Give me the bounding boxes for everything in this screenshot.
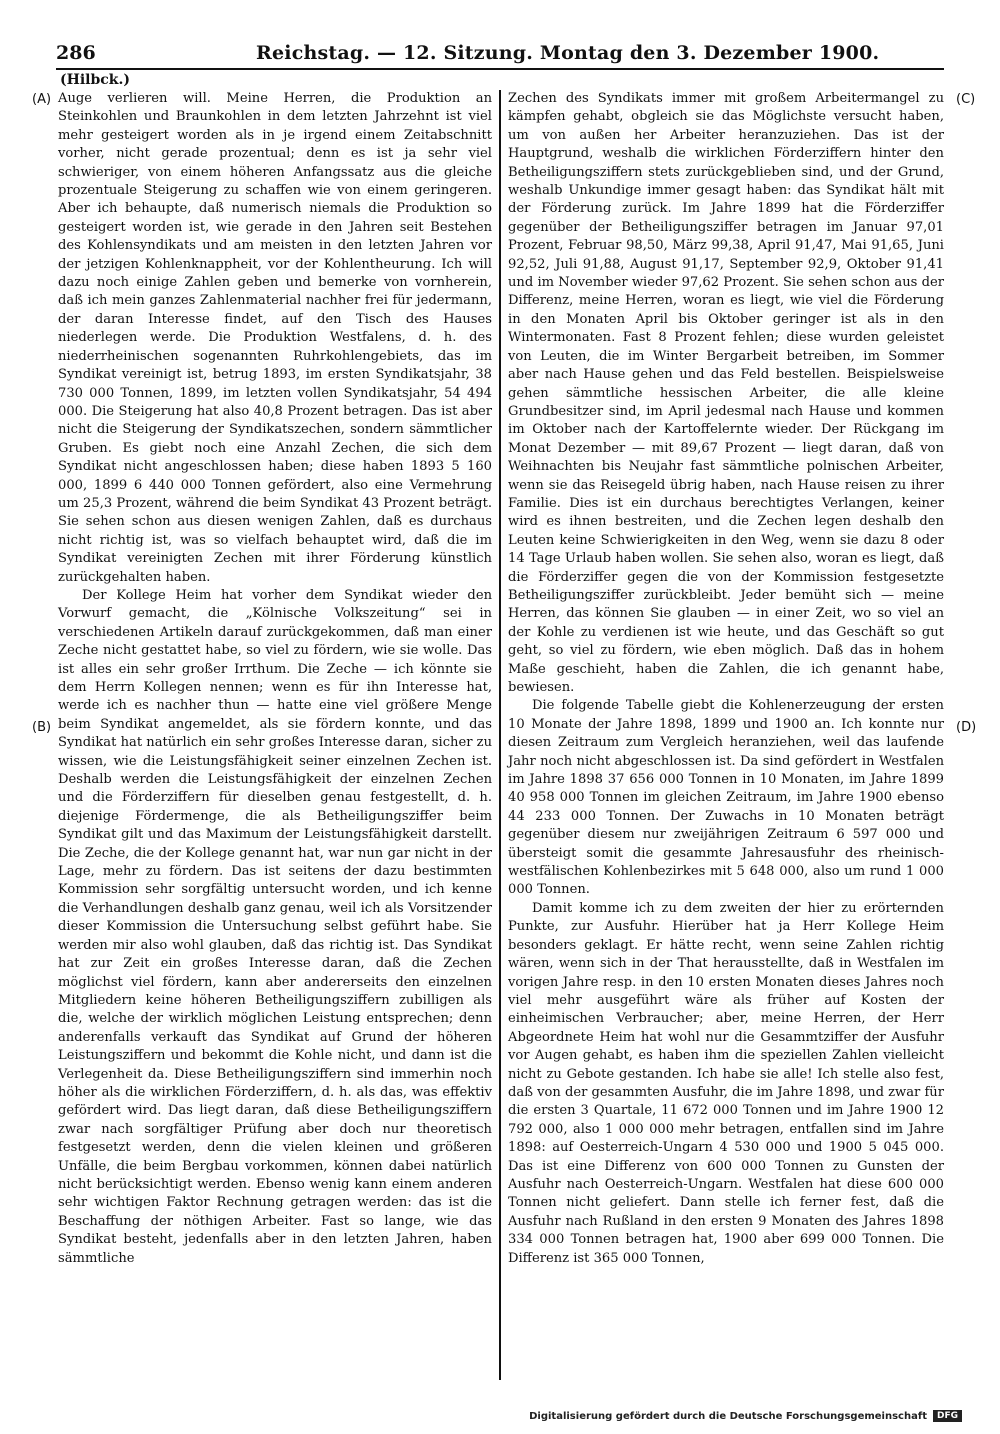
- left-column: [58, 90, 492, 1268]
- column-divider: [499, 90, 501, 1380]
- dfg-logo: DFG: [933, 1410, 962, 1422]
- margin-mark-c: (C): [956, 92, 976, 107]
- running-head: Reichstag. — 12. Sitzung. Montag den 3. Dezember 1900.: [256, 42, 880, 64]
- left-paragraph-1: Auge verlieren will. Meine Herren, die Produktion an Steinkohlen und Braunkohlen in dem letzten Jahrzehnt ist viel mehr gesteigert worden als in je irgend einem Zeitabschnitt vorher, nicht gerade prozentual; denn es ist ja sehr viel schwieriger, von einem höheren Anfangssatz aus die gleiche prozentuale Steigerung zu schaffen wie von einem geringeren. Aber ich behaupte, daß numerisch niemals die Produktion so gesteigert worden ist, wie gerade in den Jahren seit Bestehen des Kohlensyndikats und am meisten in den letzten Jahren vor der jetzigen Kohlenknappheit, vor der Kohlentheurung. Ich will dazu noch einige Zahlen geben und bemerke von vornherein, daß ich mein ganzes Zahlenmaterial nachher frei für jedermann, der daran Interesse findet, auf den Tisch des Hauses niederlegen werde. Die Produktion Westfalens, d. h. des niederrheinischen sogenannten Ruhrkohlengebiets, das im Syndikat vereinigt ist, betrug 1893, im ersten Syndikatsjahr, 38 730 000 Tonnen, 1899, im letzten vollen Syndikatsjahr, 54 494 000. Die Steigerung hat also 40,8 Prozent betragen. Das ist aber nicht die Steigerung der Syndikatszechen, sondern sämmtlicher Gruben. Es giebt noch eine Anzahl Zechen, die sich dem Syndikat nicht angeschlossen haben; diese haben 1893 5 160 000, 1899 6 440 000 Tonnen gefördert, also eine Vermehrung um 25,3 Prozent, während die beim Syndikat 43 Prozent beträgt. Sie sehen schon aus diesen wenigen Zahlen, daß es durchaus nicht richtig ist, was so vielfach behauptet wird, daß die im Syndikat vereinigten Zechen mit ihrer Förderung künstlich zurückgehalten haben.: [58, 91, 492, 585]
- right-paragraph-3: Damit komme ich zu dem zweiten der hier zu erörternden Punkte, zur Ausfuhr. Hierüber hat ja Herr Kollege Heim besonders geklagt. Er hätte recht, wenn seine Zahlen richtig wären, wenn sich in der That herausstellte, daß in Westfalen im vorigen Jahre resp. in den 10 ersten Monaten dieses Jahres noch viel mehr ausgeführt wäre als früher auf Kosten der einheimischen Verbraucher; aber, meine Herren, der Herr Abgeordnete Heim hat wohl nur die Gesammtziffer der Ausfuhr vor Augen gehabt, es haben ihm die speziellen Zahlen vielleicht nicht zu Gebote gestanden. Ich habe sie alle! Ich stelle also fest, daß von der gesammten Ausfuhr, die im Jahre 1898, und zwar für die ersten 3 Quartale, 11 672 000 Tonnen und im Jahre 1900 12 792 000, also 1 000 000 mehr betragen, entfallen sind im Jahre 1898: auf Oesterreich-Ungarn 4 530 000 und 1900 5 045 000. Das ist eine Differenz von 600 000 Tonnen zu Gunsten der Ausfuhr nach Oesterreich-Ungarn. Westfalen hat diese 600 000 Tonnen nicht geliefert. Dann stelle ich ferner fest, daß die Ausfuhr nach Rußland in den ersten 9 Monaten des Jahres 1898 334 000 Tonnen betragen hat, 1900 aber 699 000 Tonnen. Die Differenz ist 365 000 Tonnen,: [508, 900, 944, 1266]
- page-number: 286: [56, 42, 96, 64]
- left-paragraph-2: Der Kollege Heim hat vorher dem Syndikat wieder den Vorwurf gemacht, die „Kölnische Volkszeitung“ sei in verschiedenen Artikeln darauf zurückgekommen, daß man einer Zeche nicht gestattet habe, so viel zu fördern, wie sie wolle. Das ist alles ein sehr großer Irrthum. Die Zeche — ich könnte sie dem Herrn Kollegen nennen; wenn es für ihn Interesse hat, werde ich es nachher thun — hatte eine viel größere Menge beim Syndikat angemeldet, als sie fördern konnte, und das Syndikat hat natürlich ein sehr großes Interesse daran, sicher zu wissen, wie die Leistungsfähigkeit seiner einzelnen Zechen ist. Deshalb werden die Leistungsfähigkeit der einzelnen Zechen und die Förderziffern für dieselben genau festgestellt, d. h. diejenige Fördermenge, die als Betheiligungsziffer beim Syndikat gilt und das Maximum der Leistungsfähigkeit darstellt. Die Zeche, die der Kollege genannt hat, war nun gar nicht in der Lage, mehr zu fördern. Das ist seitens der dazu bestimmten Kommission sehr sorgfältig untersucht worden, und ich kenne die Verhandlungen deshalb ganz genau, weil ich als Vorsitzender dieser Kommission die Untersuchung selbst geführt habe. Sie werden mir also wohl glauben, daß das richtig ist. Das Syndikat hat zur Zeit ein großes Interesse daran, daß die Zechen möglichst viel fördern, kann aber andererseits den einzelnen Mitgliedern keine höheren Betheiligungsziffern zubilligen als die, welche der wirklich möglichen Leistung entsprechen; denn anderenfalls verkauft das Syndikat auf Grund der höheren Leistungsziffern und bekommt die Kohle nicht, und dann ist die Verlegenheit da. Diese Betheiligungsziffern sind immerhin noch höher als die wirklichen Förderziffern, d. h. als das, was effektiv gefördert wird. Das liegt daran, daß diese Betheiligungsziffern zwar nach sorgfältiger Prüfung aber doch nur theoretisch festgesetzt werden, denn die vielen kleinen und größeren Unfälle, die beim Bergbau vorkommen, können dabei natürlich nicht berücksichtigt werden. Ebenso wenig kann einem anderen sehr wichtigen Faktor Rechnung getragen werden: das ist die Beschaffung der nöthigen Arbeiter. Fast so lange, wie das Syndikat besteht, jedenfalls aber in den letzten Jahren, haben sämmtliche: [58, 587, 492, 1266]
- margin-mark-d: (D): [956, 720, 977, 735]
- speaker-label: (Hilbck.): [60, 72, 130, 88]
- footer-credit: [529, 1410, 962, 1422]
- margin-mark-b: (B): [32, 720, 52, 735]
- right-column: [508, 90, 944, 1268]
- footer-credit-text: Digitalisierung gefördert durch die Deutsche Forschungsgemeinschaft: [529, 1410, 927, 1422]
- margin-mark-a: (A): [32, 92, 52, 107]
- right-paragraph-1: Zechen des Syndikats immer mit großem Arbeitermangel zu kämpfen gehabt, obgleich sie das Möglichste versucht haben, um von außen her Arbeiter heranzuziehen. Das ist der Hauptgrund, weshalb die wirklichen Förderziffern hinter den Betheiligungsziffern stets zurückgeblieben sind, und der Grund, weshalb Unkundige immer gesagt haben: das Syndikat hält mit der Förderung zurück. Im Jahre 1899 hat die Förderziffer gegenüber der Betheiligungsziffer betragen im Januar 97,01 Prozent, Februar 98,50, März 99,38, April 91,47, Mai 91,65, Juni 92,52, Juli 91,88, August 91,17, September 92,9, Oktober 91,41 und im November wieder 97,62 Prozent. Sie sehen schon aus der Differenz, meine Herren, woran es liegt, wie viel die Förderung in den Monaten April bis Oktober geringer ist als in den Wintermonaten. Fast 8 Prozent fehlen; diese wurden geleistet von Leuten, die im Winter Bergarbeit betreiben, im Sommer aber nach Hause gehen und das Feld bestellen. Beispielsweise gehen sämmtliche hessischen Arbeiter, die alle kleine Grundbesitzer sind, im April jedesmal nach Hause und kommen im Oktober nach der Kartoffelernte wieder. Der Rückgang im Monat Dezember — mit 89,67 Prozent — liegt daran, daß von Weihnachten bis Neujahr fast sämmtliche polnischen Arbeiter, wenn sie das Reisegeld übrig haben, nach Hause reisen zu ihrer Familie. Dies ist ein durchaus berechtigtes Verlangen, keiner wird es ihnen bestreiten, und die Zechen legen deshalb den Leuten keine Schwierigkeiten in den Weg, wenn sie dazu 8 oder 14 Tage Urlaub haben wollen. Sie sehen also, woran es liegt, daß die Förderziffer gegen die von der Kommission festgesetzte Betheiligungsziffer zurückbleibt. Jeder bemüht sich — meine Herren, das können Sie glauben — in einer Zeit, wo so viel an der Kohle zu verdienen ist wie heute, und das Geschäft so gut geht, so viel zu fördern, wie eben möglich. Daß das in hohem Maße geschieht, haben die Zahlen, die ich genannt habe, bewiesen.: [508, 91, 944, 695]
- header-rule: [56, 68, 944, 70]
- right-paragraph-2: Die folgende Tabelle giebt die Kohlenerzeugung der ersten 10 Monate der Jahre 1898, 1899 und 1900 an. Ich konnte nur diesen Zeitraum zum Vergleich heranziehen, weil das laufende Jahr noch nicht abgeschlossen ist. Da sind gefördert in Westfalen im Jahre 1898 37 656 000 Tonnen in 10 Monaten, im Jahre 1899 40 958 000 Tonnen im gleichen Zeitraum, im Jahre 1900 ebenso 44 233 000 Tonnen. Der Zuwachs in 10 Monaten beträgt gegenüber diesem nur zweijährigen Zeitraum 6 597 000 und übersteigt somit die gesammte Jahresausfuhr des rheinisch-westfälischen Kohlenbezirkes mit 5 648 000, also um rund 1 000 000 Tonnen.: [508, 698, 944, 898]
